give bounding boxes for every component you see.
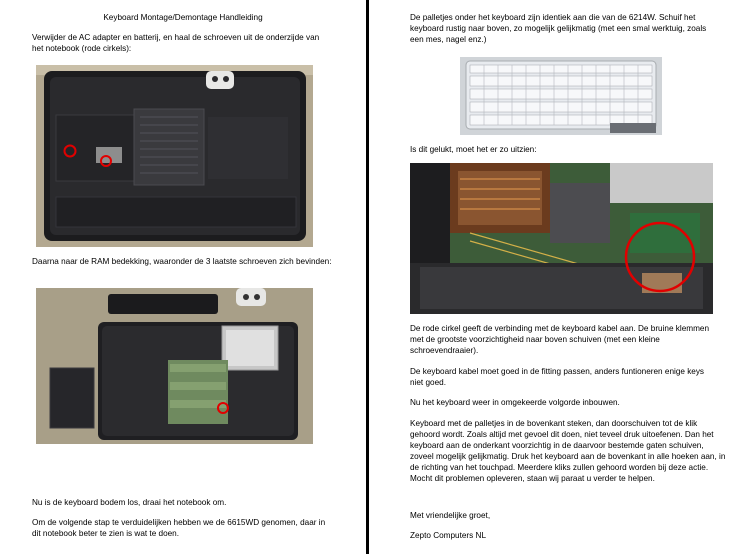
right-paragraph-5: Nu het keyboard weer in omgekeerde volgorde inbouwen. [410,398,620,407]
photo-ram-cover [36,288,313,444]
left-page [0,0,366,554]
right-paragraph-8: Zepto Computers NL [410,531,486,540]
right-paragraph-1: De palletjes onder het keyboard zijn identiek aan die van de 6214W. Schuif het keyboard rustig naar boven, zo mogelijk gelijkmatig (met een smal werktuig, zoals een mes, nagel enz.) [410,13,707,44]
left-paragraph-4: Om de volgende stap te verduidelijken hebben we de 6615WD genomen, daar in dit notebook beter te zien is wat te doen. [32,518,326,538]
right-paragraph-2: Is dit gelukt, moet het er zo uitzien: [410,145,537,154]
right-paragraph-6: Keyboard met de palletjes in de bovenkant steken, dan doorschuiven tot de klik gehoord wordt. Zoals altijd met gevoel dit doen, niet teveel druk uitoefenen. Dan het keyboard aan de onderkant voorzichtig in de daarvoor bestemde gaten schuiven, zoveel mogelijk gelijkmatig. Druk het keyboard aan de bovenkant in alle hoeken aan, in de richting van het touchpad. Meerdere kliks zullen gehoord worden bij deze actie. Mocht dit problemen opleveren, staan wij paraat u verder te helpen. [410,419,726,483]
left-paragraph-3: Nu is de keyboard bodem los, draai het notebook om. [32,498,227,507]
photo-keyboard [460,57,662,135]
right-paragraph-4: De keyboard kabel moet goed in de fitting passen, anders funtioneren enige keys niet goed. [410,367,705,387]
left-paragraph-1: Verwijder de AC adapter en batterij, en haal de schroeven uit de onderzijde van het notebook (rode cirkels): [32,33,320,53]
right-paragraph-7: Met vriendelijke groet, [410,511,491,520]
document-title: Keyboard Montage/Demontage Handleiding [103,13,263,22]
keyboard-connector-image [410,163,713,314]
left-paragraph-2: Daarna naar de RAM bedekking, waaronder de 3 laatste schroeven zich bevinden: [32,257,332,266]
keyboard-image [460,57,662,135]
right-paragraph-3: De rode cirkel geeft de verbinding met de keyboard kabel aan. De bruine klemmen met de grootste voorzichtigheid naar boven schuiven (met een kleine schroevendraaier). [410,324,710,355]
right-page [369,0,738,554]
notebook-bottom-image [36,65,313,247]
photo-notebook-bottom [36,65,313,247]
photo-keyboard-connector [410,163,713,314]
ram-cover-image [36,288,313,444]
